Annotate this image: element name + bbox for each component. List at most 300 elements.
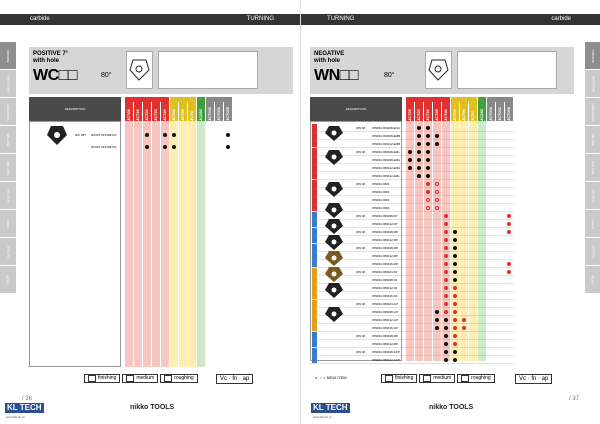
legend-finishing-label: finishing [395, 375, 414, 381]
grade-dot [172, 133, 176, 137]
grade-dot [435, 142, 439, 146]
grade-dot [453, 358, 457, 362]
grade-dot [426, 142, 430, 146]
grade-label: JC790 [461, 109, 466, 121]
legend-medium [419, 374, 455, 383]
grade-dot [417, 134, 421, 138]
grade-label: JC735 [153, 109, 158, 121]
grade-label: JC7000 [207, 106, 212, 121]
right-website: www.kltech.cz [313, 415, 332, 419]
grade-column-header [179, 102, 187, 121]
grade-column-header [433, 102, 441, 121]
right-nikko-logo: nikko TOOLS [429, 404, 474, 411]
grade-column [170, 121, 178, 367]
grade-dot [507, 214, 511, 218]
sidebar-tab[interactable] [0, 182, 16, 209]
grade-label: JC7001 [497, 106, 502, 121]
insert-outline-icon [426, 52, 451, 88]
material-tab [312, 348, 317, 363]
insert-photo-icon [324, 180, 344, 198]
grade-column-header [415, 102, 423, 121]
grade-dot [444, 254, 448, 258]
grade-column [469, 121, 477, 361]
row-code: WNMG 080408-EMA [372, 158, 401, 162]
grade-column [424, 121, 432, 361]
grade-dot [444, 214, 448, 218]
right-legend [381, 374, 497, 383]
new-item-marker-icon: ●, ○ [315, 375, 323, 380]
grade-dot [453, 278, 457, 282]
insert-photo-icon [45, 123, 69, 147]
grade-dot [426, 174, 430, 178]
grade-column [415, 121, 423, 361]
sidebar-tab[interactable] [585, 126, 600, 153]
grade-dot [444, 222, 448, 226]
row-code: WNMG 080412-EMA [372, 166, 401, 170]
grade-label: JC25C [198, 108, 203, 121]
sidebar-tab-label: SPECIAL [591, 245, 595, 258]
grade-dot [226, 133, 230, 137]
grade-label: JC740 [443, 109, 448, 121]
grade-label: JC25C [479, 108, 484, 121]
material-tab [312, 212, 317, 227]
row-type: WN 06 [356, 246, 366, 250]
grade-label: JC705 [407, 109, 412, 121]
grade-dot [417, 126, 421, 130]
row-type: WN 06 [356, 214, 366, 218]
grade-dot [444, 270, 448, 274]
grade-dot [163, 145, 167, 149]
sidebar-tab-label: TURNING [590, 48, 595, 63]
grade-column [152, 121, 160, 367]
grade-dot [444, 350, 448, 354]
grade-dot [444, 358, 448, 362]
left-code: WC□□ [33, 67, 77, 84]
grade-column-header [469, 102, 477, 121]
row-code: WNMG 080408-SF [372, 278, 398, 282]
grade-label: JC705 [452, 109, 457, 121]
sidebar-tab[interactable] [0, 98, 16, 125]
sidebar-tab[interactable] [0, 210, 16, 237]
left-kltech-logo: KL TECH [7, 403, 42, 412]
right-dim-box [457, 51, 557, 89]
insert-photo-icon [324, 281, 344, 299]
grade-dot [444, 294, 448, 298]
row-code: WNMG 080408-GFP [372, 350, 400, 354]
legend-roughing-label: roughing [471, 375, 491, 381]
grade-dot [417, 142, 421, 146]
grade-dot [444, 278, 448, 282]
medium-icon [423, 375, 431, 382]
right-kltech-logo: KL TECH [313, 403, 348, 412]
right-desc-header: DESCRIPTION [310, 97, 402, 121]
left-topbar-section: TURNING [246, 16, 274, 22]
sidebar-tab-label: DRILLING [591, 160, 595, 175]
sidebar-tab[interactable] [585, 210, 600, 237]
grade-label: JC7000 [488, 106, 493, 121]
finishing-icon [88, 375, 96, 382]
grade-label: JC7005 [506, 106, 511, 121]
row-code: WNMG 080416-SF [372, 294, 398, 298]
row-code: WNMG 080408-GP [372, 310, 399, 314]
sidebar-tab-label: GROOVING [6, 75, 11, 92]
sidebar-tab[interactable] [585, 70, 600, 97]
sidebar-tab[interactable] [585, 266, 600, 293]
row-type: WN 06 [356, 350, 366, 354]
grade-column [406, 121, 414, 361]
row-code: WNMG 080416-MP [372, 262, 399, 266]
left-page-number: / 36 [22, 396, 33, 402]
left-table [29, 97, 293, 367]
sidebar-tab[interactable] [585, 98, 600, 125]
right-vc-box: Vc · fn · ap [515, 374, 552, 384]
grade-dot [226, 145, 230, 149]
grade-column-header [406, 102, 414, 121]
new-item-note [315, 375, 347, 380]
grade-column-header [134, 102, 142, 121]
legend-medium-label: medium [433, 375, 452, 381]
grade-dot [417, 166, 421, 170]
grade-column-header [125, 102, 133, 121]
row-code: WNMG 080412-SF [372, 286, 398, 290]
grade-column-header [460, 102, 468, 121]
grade-dot [453, 270, 457, 274]
row-divider [310, 171, 514, 172]
sidebar-tab-label: SPECIAL [6, 245, 10, 258]
sidebar-tab-label: MILLING [590, 133, 595, 146]
row-code: WNMG 080412-GP [372, 318, 399, 322]
row-divider [310, 347, 514, 348]
grade-label: JC7001 [216, 106, 221, 121]
grade-dot [453, 246, 457, 250]
sidebar-tab[interactable] [585, 42, 600, 69]
row-type: WN 06 [356, 302, 366, 306]
grade-dot [444, 326, 448, 330]
row-divider [310, 355, 514, 356]
grade-dot [417, 150, 421, 154]
grade-dot [444, 334, 448, 338]
grade-dot [426, 182, 430, 186]
row-code: WNMG 0804 [372, 190, 390, 194]
insert-outline-icon [127, 52, 152, 88]
sidebar-tab[interactable] [0, 238, 16, 265]
right-sidebar [585, 42, 600, 378]
grade-dot [453, 230, 457, 234]
left-dim-box [158, 51, 258, 89]
sidebar-tab[interactable] [585, 238, 600, 265]
grade-dot [172, 145, 176, 149]
row-code: WNMG 080408-MP [372, 230, 399, 234]
row-code: WCMT 06T308-FG [91, 133, 117, 137]
row-type: WN 06 [356, 182, 366, 186]
grade-label: JC790 [180, 109, 185, 121]
grade-label: JC7C [189, 110, 194, 121]
grade-dot [426, 134, 430, 138]
legend-roughing-label: roughing [174, 375, 194, 381]
material-tab [312, 148, 317, 179]
grade-column-header [478, 102, 486, 121]
grade-dot [426, 150, 430, 154]
grade-dot [453, 326, 457, 330]
grade-column [179, 121, 187, 367]
row-type: WN 06 [356, 126, 366, 130]
grade-dot [453, 342, 457, 346]
grade-dot [435, 134, 439, 138]
grade-column [161, 121, 169, 367]
grade-dot [408, 166, 412, 170]
left-title: POSITIVE 7° with hole [33, 51, 69, 64]
grade-column-header [161, 102, 169, 121]
grade-dot [453, 334, 457, 338]
row-code: WNMG 080412-FP [372, 222, 398, 226]
grade-column [134, 121, 142, 367]
grade-column [478, 121, 486, 361]
grade-column-header [451, 102, 459, 121]
grade-column [125, 121, 133, 367]
grade-column [224, 121, 232, 367]
left-website: www.kltech.cz [6, 415, 25, 419]
right-topbar [301, 14, 600, 25]
material-tab [312, 124, 317, 147]
left-angle: 80° [101, 72, 112, 79]
grade-label: JC740 [162, 109, 167, 121]
grade-column-header [505, 102, 513, 121]
finishing-icon [385, 375, 393, 382]
grade-dot [426, 158, 430, 162]
grade-label: JC705 [126, 109, 131, 121]
grade-dot [444, 230, 448, 234]
grade-dot [453, 318, 457, 322]
grade-dot [444, 246, 448, 250]
sidebar-tab-label: DRILLING [6, 160, 10, 175]
grade-dot [426, 198, 430, 202]
sidebar-tab-label: HOLDERS [590, 188, 595, 203]
grade-dot [435, 310, 439, 314]
grade-dot [507, 222, 511, 226]
grade-dot [435, 206, 439, 210]
grade-label: JC720 [416, 109, 421, 121]
grade-label: JC735 [434, 109, 439, 121]
sidebar-tab-label: GROOVING [591, 75, 596, 92]
grade-column-header [496, 102, 504, 121]
grade-column [496, 121, 504, 361]
sidebar-tab[interactable] [0, 42, 16, 69]
grade-dot [462, 318, 466, 322]
grade-column [188, 121, 196, 367]
material-tab [312, 300, 317, 331]
new-item-label: = NEW ITEM [323, 375, 347, 380]
grade-column-header [424, 102, 432, 121]
grade-column-header [442, 102, 450, 121]
grade-column-header [215, 102, 223, 121]
grade-dot [507, 270, 511, 274]
grade-dot [417, 174, 421, 178]
grade-dot [426, 190, 430, 194]
right-code: WN□□ [314, 67, 358, 84]
grade-dot [408, 158, 412, 162]
right-table [310, 97, 574, 367]
right-topbar-label: carbide [551, 16, 571, 22]
grade-column-header [170, 102, 178, 121]
sidebar-tab-label: TOOLS [6, 218, 10, 229]
grade-dot [435, 182, 439, 186]
row-type: WN 06 [356, 270, 366, 274]
grade-column-header [224, 102, 232, 121]
grade-dot [426, 166, 430, 170]
grade-dot [426, 206, 430, 210]
legend-medium-label: medium [136, 375, 155, 381]
legend-roughing [160, 374, 197, 383]
grade-column [487, 121, 495, 361]
roughing-icon [461, 375, 469, 382]
grade-dot [426, 126, 430, 130]
grade-dot [163, 133, 167, 137]
material-tab [312, 228, 317, 243]
grade-dot [453, 294, 457, 298]
sidebar-tab-label: INDEX [590, 274, 595, 285]
medium-icon [126, 375, 134, 382]
grade-dot [453, 254, 457, 258]
grade-column [505, 121, 513, 361]
left-insert-image [126, 51, 153, 89]
row-type: WC 06T [75, 133, 87, 137]
sidebar-tab[interactable] [0, 266, 16, 293]
sidebar-tab[interactable] [0, 126, 16, 153]
material-tab [312, 244, 317, 267]
grade-dot [444, 286, 448, 290]
grade-dot [453, 238, 457, 242]
grade-dot [453, 302, 457, 306]
grade-dot [507, 230, 511, 234]
sidebar-tab[interactable] [585, 154, 600, 181]
grade-dot [435, 190, 439, 194]
grade-dot [435, 326, 439, 330]
row-code: WNMG 080404-GP [372, 302, 399, 306]
legend-finishing [84, 374, 120, 383]
grade-label: JC730 [144, 109, 149, 121]
grade-dot [145, 145, 149, 149]
legend-roughing [457, 374, 494, 383]
row-code: WNMG 080412-MP [372, 254, 399, 258]
right-insert-image [425, 51, 452, 89]
row-divider [310, 323, 514, 324]
left-sidebar [0, 42, 16, 378]
grade-dot [453, 310, 457, 314]
grade-column-header [197, 102, 205, 121]
legend-finishing [381, 374, 417, 383]
row-code: WNMG 080408-MP [372, 334, 399, 338]
grade-dot [453, 286, 457, 290]
grade-dot [453, 350, 457, 354]
grade-column [215, 121, 223, 367]
row-code: WCMT 06T308-FN [91, 145, 117, 149]
legend-finishing-label: finishing [98, 375, 117, 381]
grade-label: JC705 [171, 109, 176, 121]
grade-label: JC730 [425, 109, 430, 121]
grade-column [206, 121, 214, 367]
row-code: WNMG 080412-EML [372, 174, 400, 178]
row-divider [310, 299, 514, 300]
grade-label: JC720 [135, 109, 140, 121]
right-topbar-section: TURNING [327, 16, 355, 22]
grade-dot [444, 238, 448, 242]
row-code: WNMG 080408-MP [372, 246, 399, 250]
grade-dot [145, 133, 149, 137]
left-legend [84, 374, 200, 383]
row-code: WNMG 080416-GP [372, 326, 399, 330]
grade-dot [507, 262, 511, 266]
sidebar-tab-label: TURNING [5, 48, 10, 63]
row-code: WNMG 0804 [372, 206, 390, 210]
material-tab [312, 180, 317, 211]
left-desc-header: DESCRIPTION [29, 97, 121, 121]
material-tab [312, 332, 317, 347]
right-page-number: / 37 [569, 396, 580, 402]
row-code: WNMG 080404-SF [372, 270, 398, 274]
row-code: WNMG 0804 [372, 198, 390, 202]
row-divider [310, 339, 514, 340]
grade-label: JC7005 [225, 106, 230, 121]
sidebar-tab-label: INDEX [5, 274, 10, 285]
grade-dot [435, 318, 439, 322]
grade-dot [444, 262, 448, 266]
row-code: WNMG 080412-MP [372, 238, 399, 242]
sidebar-tab-label: THREADING [591, 102, 596, 121]
grade-label: JC7C [470, 110, 475, 121]
grade-dot [453, 262, 457, 266]
left-topbar [0, 14, 300, 25]
insert-photo-icon [324, 305, 344, 323]
row-code: WNMG 060408-ENA [372, 126, 400, 130]
row-code: WNMG 0804 [372, 182, 390, 186]
sidebar-tab-label: MILLING [5, 133, 10, 146]
insert-photo-icon [324, 124, 344, 142]
row-divider [310, 331, 514, 332]
legend-medium [122, 374, 158, 383]
row-code: WNMG 080408-EML [372, 150, 400, 154]
sidebar-tab-label: THREADING [6, 102, 11, 121]
grade-dot [444, 310, 448, 314]
grade-dot [462, 326, 466, 330]
row-type: WN 06 [356, 230, 366, 234]
right-angle: 80° [384, 72, 395, 79]
grade-column-header [487, 102, 495, 121]
sidebar-tab[interactable] [0, 154, 16, 181]
row-code: WNMG 060408-EMB [372, 134, 401, 138]
grade-dot [444, 318, 448, 322]
sidebar-tab[interactable] [0, 70, 16, 97]
row-code: WNMG 080408-FP [372, 214, 398, 218]
grade-dot [444, 302, 448, 306]
row-type: WN 06 [356, 334, 366, 338]
grade-column-header [188, 102, 196, 121]
sidebar-tab-label: TOOLS [591, 218, 595, 229]
row-code: WNMG 080412-MP [372, 342, 399, 346]
left-vc-box: Vc · fn · ap [216, 374, 253, 384]
sidebar-tab[interactable] [585, 182, 600, 209]
right-page [300, 0, 600, 424]
row-type: WN 06 [356, 150, 366, 154]
right-title: NEGATIVE with hole [314, 51, 345, 64]
insert-photo-icon [324, 148, 344, 166]
grade-dot [417, 158, 421, 162]
row-code: WNMG 080412-GFP [372, 358, 400, 362]
material-tab [312, 268, 317, 299]
left-topbar-label: carbide [30, 16, 50, 22]
grade-column-header [206, 102, 214, 121]
sidebar-tab-label: HOLDERS [5, 188, 10, 203]
grade-dot [444, 342, 448, 346]
